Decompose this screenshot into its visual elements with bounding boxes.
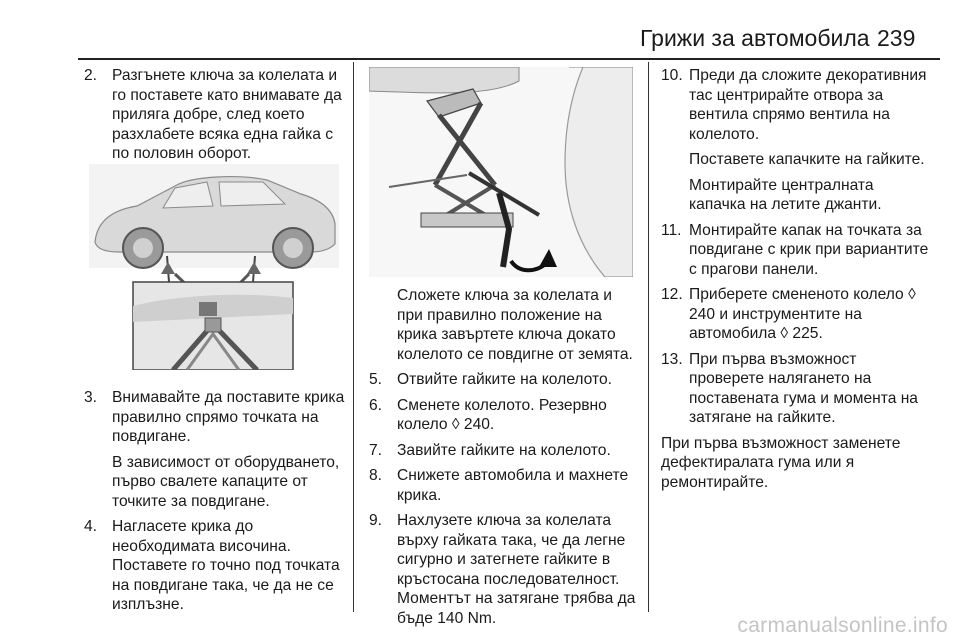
page-number: 239 (877, 25, 916, 51)
figure-caption: Сложете ключа за колелата и при правилно положение на крика завъртете ключа докато колелото се повдигне от земята. (397, 287, 633, 363)
step-7 (369, 441, 639, 461)
step-number: 10. (661, 67, 683, 84)
column-2 (369, 286, 639, 628)
step-text: Преди да сложите декоративния тас центрирайте отвора за вентила спрямо вентила на колелото. (689, 67, 927, 143)
step-text: Нахлузете ключа за колелата върху гайката така, че да легне сигурно и затегнете гайките в кръстосана последователност. Моментът на затягане трябва да бъде 140 Nm. (397, 512, 636, 627)
jack-wrench-illustration (369, 67, 633, 277)
step-number: 8. (369, 467, 383, 484)
step-text-2: Поставете капачките на гайките. (689, 151, 925, 168)
step-text: Снижете автомобила и махнете крика. (397, 467, 629, 504)
step-text: Сменете колелото. Резервно колело ◊ 240. (397, 396, 607, 433)
step-6 (369, 396, 639, 435)
jack-wrench-drawing (369, 67, 633, 277)
step-number: 3. (84, 389, 98, 406)
step-text: Разгънете ключа за колелата и го поставете като внимавате да приляга добре, след което разхлабете всяка една гайка с по половин оборот. (112, 67, 342, 162)
step-number: 12. (661, 286, 683, 303)
step-number: 5. (369, 371, 383, 388)
step-8 (369, 466, 639, 505)
step-4 (84, 517, 346, 615)
step-text: Приберете смененото колело ◊ 240 и инструментите на автомобила ◊ 225. (689, 286, 916, 342)
step-text-2: В зависимост от оборудването, първо свалете капаците от точките за повдигане. (112, 453, 340, 510)
step-10 (661, 66, 931, 215)
step-number: 4. (84, 518, 98, 535)
step-text-3: Монтирайте централната капачка на летите джанти. (689, 176, 882, 213)
step-9 (369, 511, 639, 628)
closing-note: При първа възможност заменете дефектиралата гума или я ремонтирайте. (661, 434, 901, 491)
section-title: Грижи за автомобила (640, 25, 870, 51)
car-jack-points-drawing (89, 164, 339, 370)
header-rule (78, 58, 940, 60)
page-header (0, 0, 960, 60)
step-text: Внимавайте да поставите крика правилно спрямо точката на повдигане. (112, 389, 345, 445)
step-text: Нагласете крика до необходимата височина. Поставете го точно под точката на повдигане така, че да не се изплъзне. (112, 518, 340, 613)
step-number: 9. (369, 512, 383, 529)
step-text: Монтирайте капак на точката за повдигане с крик при вариантите с прагови панели. (689, 221, 929, 278)
column-3 (661, 66, 931, 492)
step-text: Завийте гайките на колелото. (397, 441, 611, 459)
column-divider-2 (648, 62, 649, 612)
column-divider-1 (353, 62, 354, 612)
column-1 (84, 66, 346, 164)
step-3 (84, 388, 346, 511)
column-1-lower (84, 388, 346, 615)
step-number: 2. (84, 67, 98, 84)
car-jack-points-illustration (89, 164, 339, 370)
step-5 (369, 370, 639, 390)
step-2 (84, 66, 346, 164)
step-text: Отвийте гайките на колелото. (397, 371, 612, 388)
step-number: 6. (369, 396, 383, 414)
step-13 (661, 350, 931, 428)
step-11 (661, 221, 931, 280)
step-number: 11. (661, 221, 682, 239)
step-text: При първа възможност проверете налягането на поставената гума и момента на затягане на гайките. (689, 350, 918, 426)
watermark: carmanualsonline.info (737, 614, 948, 637)
step-12 (661, 285, 931, 344)
step-number: 13. (661, 350, 683, 368)
step-number: 7. (369, 441, 383, 459)
